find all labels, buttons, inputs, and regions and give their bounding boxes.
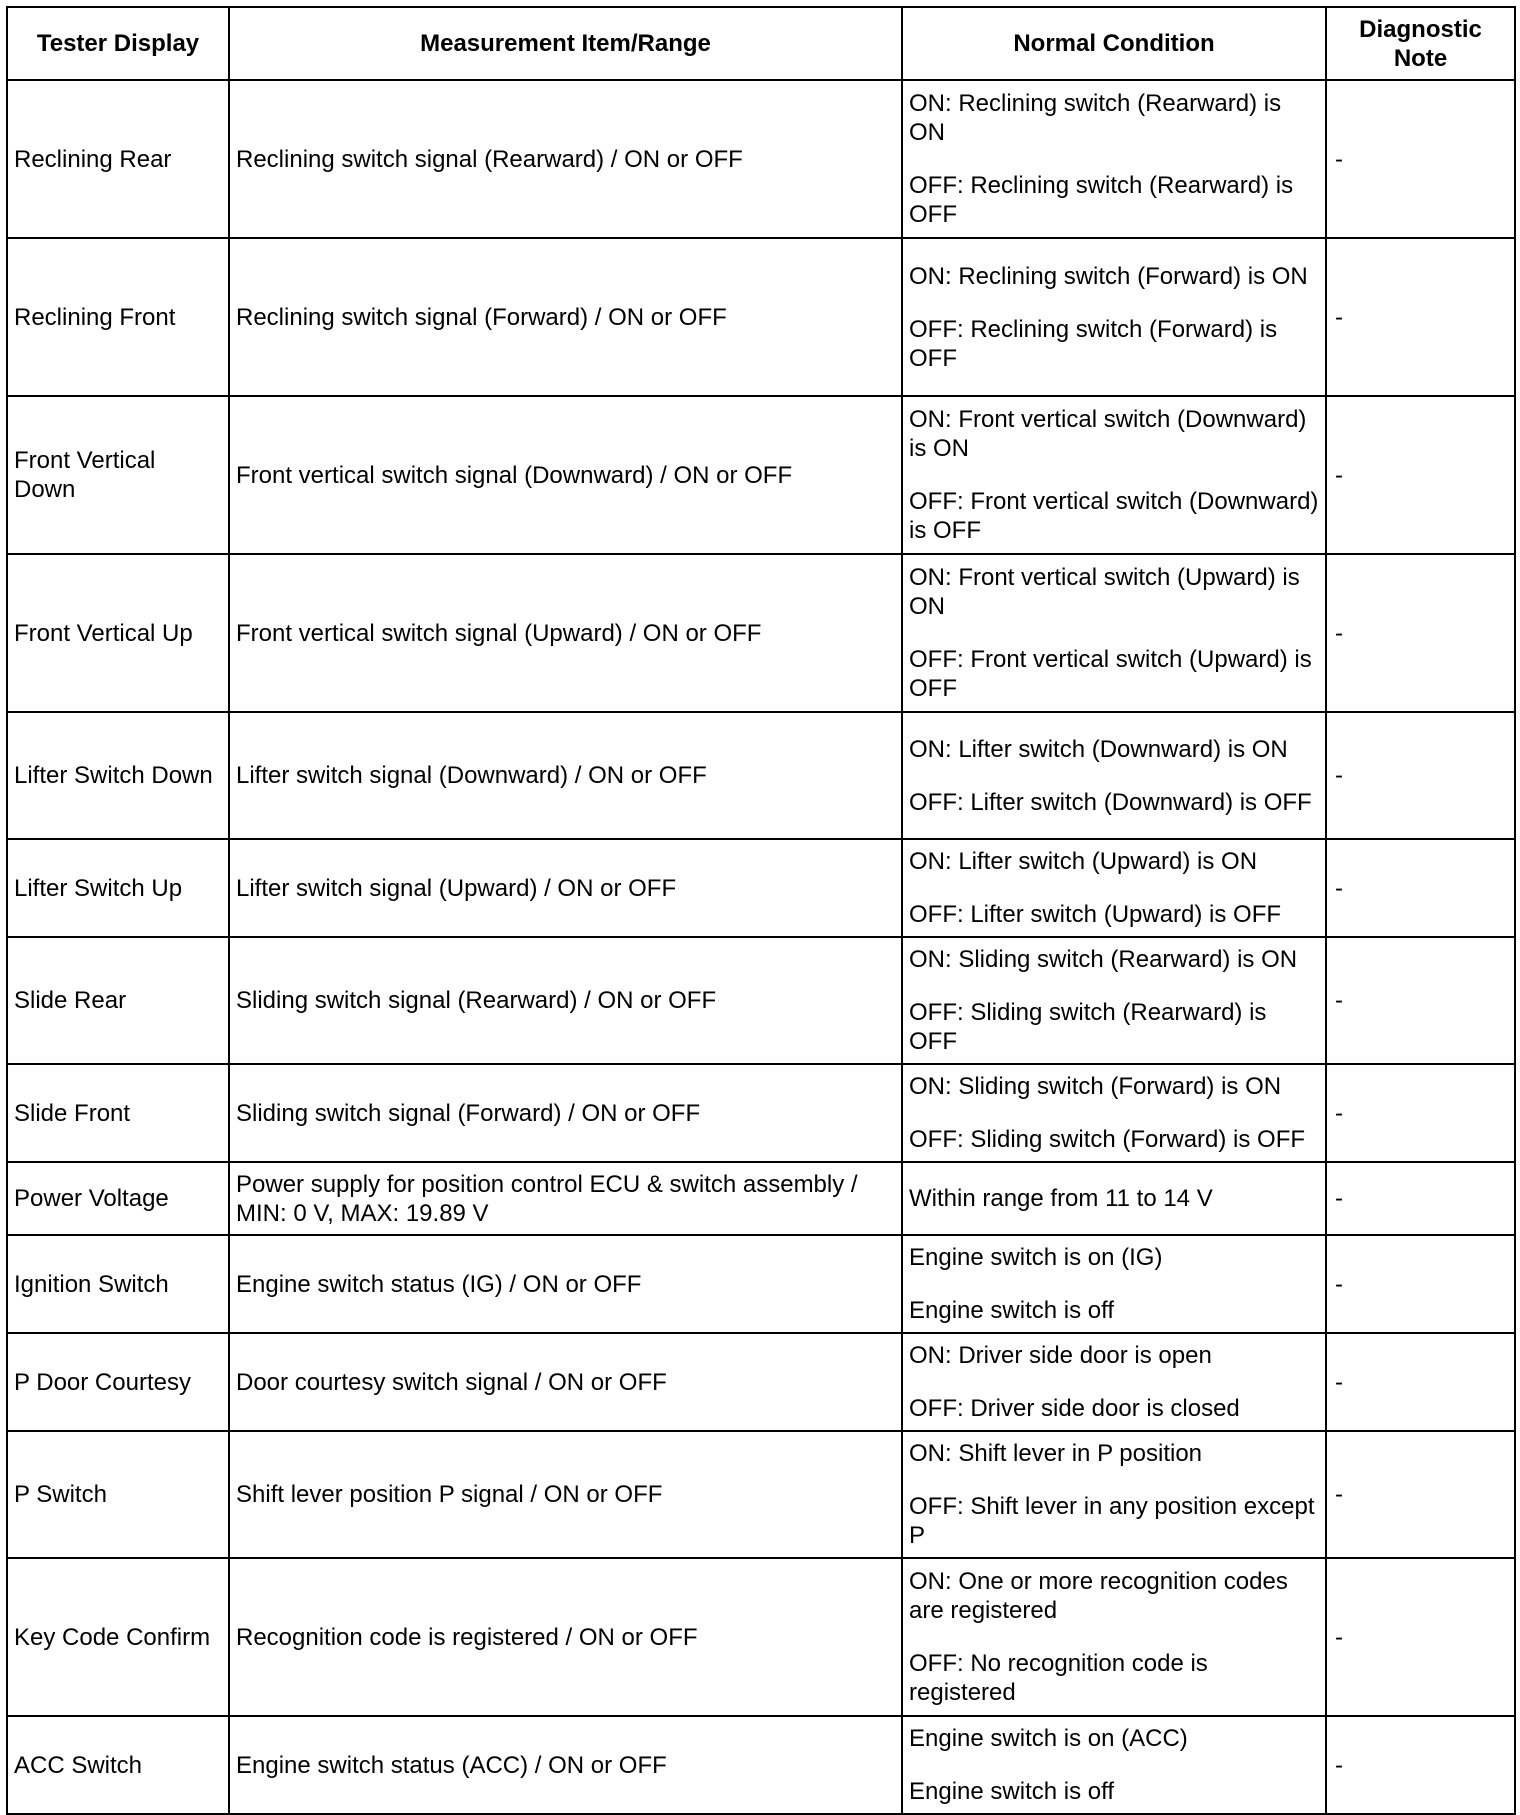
cell-normal-condition	[902, 396, 1326, 554]
condition-spacer	[909, 147, 1319, 171]
cell-tester-display: ACC Switch	[7, 1716, 229, 1814]
condition-spacer	[909, 974, 1319, 998]
cell-measurement: Front vertical switch signal (Downward) / ON or OFF	[229, 396, 902, 554]
condition-on-text: ON: Front vertical switch (Downward) is ON	[909, 406, 1307, 462]
condition-spacer	[909, 1272, 1319, 1296]
condition-on-text: Engine switch is on (IG)	[909, 1244, 1163, 1271]
condition-spacer	[909, 1753, 1319, 1777]
cell-normal-condition	[902, 1064, 1326, 1162]
cell-tester-display: Front Vertical Up	[7, 554, 229, 712]
cell-diagnostic-note: -	[1326, 238, 1515, 396]
cell-tester-display: Lifter Switch Up	[7, 839, 229, 937]
table-row	[7, 1235, 1515, 1333]
cell-normal-condition	[902, 80, 1326, 238]
condition-on-text: ON: Sliding switch (Forward) is ON	[909, 1073, 1282, 1100]
condition-spacer	[909, 621, 1319, 645]
cell-tester-display: Ignition Switch	[7, 1235, 229, 1333]
cell-measurement: Reclining switch signal (Rearward) / ON or OFF	[229, 80, 902, 238]
table-body	[7, 80, 1515, 1814]
condition-on-text: Engine switch is on (ACC)	[909, 1725, 1188, 1752]
condition-off-text: OFF: Sliding switch (Rearward) is OFF	[909, 999, 1267, 1055]
cell-measurement: Shift lever position P signal / ON or OFF	[229, 1431, 902, 1558]
condition-on-text: Within range from 11 to 14 V	[909, 1185, 1213, 1212]
cell-diagnostic-note: -	[1326, 937, 1515, 1064]
cell-normal-condition	[902, 1558, 1326, 1716]
cell-diagnostic-note: -	[1326, 712, 1515, 839]
cell-tester-display: P Door Courtesy	[7, 1333, 229, 1431]
condition-spacer	[909, 1370, 1319, 1394]
condition-off-text: OFF: No recognition code is registered	[909, 1650, 1208, 1706]
table-row	[7, 839, 1515, 937]
cell-tester-display: Reclining Rear	[7, 80, 229, 238]
cell-normal-condition	[902, 1716, 1326, 1814]
condition-spacer	[909, 1468, 1319, 1492]
header-normal-condition: Normal Condition	[902, 7, 1326, 80]
cell-normal-condition	[902, 1162, 1326, 1235]
condition-on-text: ON: Lifter switch (Upward) is ON	[909, 848, 1258, 875]
header-row	[7, 7, 1515, 80]
table-row	[7, 80, 1515, 238]
condition-off-text: OFF: Reclining switch (Rearward) is OFF	[909, 172, 1294, 228]
condition-off-text: OFF: Sliding switch (Forward) is OFF	[909, 1126, 1306, 1153]
cell-normal-condition	[902, 1431, 1326, 1558]
table-row	[7, 396, 1515, 554]
cell-diagnostic-note: -	[1326, 554, 1515, 712]
header-tester-display: Tester Display	[7, 7, 229, 80]
cell-diagnostic-note: -	[1326, 1431, 1515, 1558]
condition-spacer	[909, 1625, 1319, 1649]
cell-diagnostic-note: -	[1326, 1333, 1515, 1431]
cell-measurement: Door courtesy switch signal / ON or OFF	[229, 1333, 902, 1431]
cell-tester-display: Power Voltage	[7, 1162, 229, 1235]
condition-spacer	[909, 463, 1319, 487]
table-row	[7, 937, 1515, 1064]
condition-off-text: Engine switch is off	[909, 1778, 1114, 1805]
table-row	[7, 1558, 1515, 1716]
cell-measurement: Front vertical switch signal (Upward) / ON or OFF	[229, 554, 902, 712]
cell-diagnostic-note: -	[1326, 1064, 1515, 1162]
data-list-table	[6, 6, 1516, 1815]
cell-diagnostic-note: -	[1326, 1558, 1515, 1716]
header-diagnostic-note: Diagnostic Note	[1326, 7, 1515, 80]
cell-tester-display: Slide Front	[7, 1064, 229, 1162]
cell-normal-condition	[902, 839, 1326, 937]
table-row	[7, 554, 1515, 712]
condition-spacer	[909, 291, 1319, 315]
cell-tester-display: Reclining Front	[7, 238, 229, 396]
condition-on-text: ON: Driver side door is open	[909, 1342, 1212, 1369]
cell-diagnostic-note: -	[1326, 1235, 1515, 1333]
cell-diagnostic-note: -	[1326, 1716, 1515, 1814]
cell-measurement: Lifter switch signal (Downward) / ON or OFF	[229, 712, 902, 839]
condition-on-text: ON: Sliding switch (Rearward) is ON	[909, 946, 1298, 973]
condition-off-text: OFF: Front vertical switch (Downward) is OFF	[909, 488, 1319, 544]
cell-measurement: Sliding switch signal (Forward) / ON or OFF	[229, 1064, 902, 1162]
cell-measurement: Recognition code is registered / ON or OFF	[229, 1558, 902, 1716]
condition-off-text: OFF: Shift lever in any position except P	[909, 1493, 1315, 1549]
cell-measurement: Sliding switch signal (Rearward) / ON or OFF	[229, 937, 902, 1064]
table-row	[7, 1716, 1515, 1814]
condition-spacer	[909, 764, 1319, 788]
table-row	[7, 1333, 1515, 1431]
cell-normal-condition	[902, 937, 1326, 1064]
table-header	[7, 7, 1515, 80]
cell-tester-display: Lifter Switch Down	[7, 712, 229, 839]
condition-on-text: ON: One or more recognition codes are registered	[909, 1568, 1288, 1624]
table-row	[7, 1431, 1515, 1558]
cell-tester-display: Front Vertical Down	[7, 396, 229, 554]
table-row	[7, 238, 1515, 396]
cell-diagnostic-note: -	[1326, 1162, 1515, 1235]
condition-off-text: OFF: Lifter switch (Upward) is OFF	[909, 901, 1282, 928]
table-row	[7, 712, 1515, 839]
condition-on-text: ON: Reclining switch (Rearward) is ON	[909, 90, 1282, 146]
cell-normal-condition	[902, 712, 1326, 839]
cell-tester-display: P Switch	[7, 1431, 229, 1558]
cell-measurement: Engine switch status (ACC) / ON or OFF	[229, 1716, 902, 1814]
cell-measurement: Lifter switch signal (Upward) / ON or OFF	[229, 839, 902, 937]
cell-diagnostic-note: -	[1326, 80, 1515, 238]
cell-normal-condition	[902, 554, 1326, 712]
cell-normal-condition	[902, 1333, 1326, 1431]
condition-spacer	[909, 876, 1319, 900]
condition-off-text: OFF: Reclining switch (Forward) is OFF	[909, 315, 1278, 372]
condition-off-text: OFF: Front vertical switch (Upward) is OFF	[909, 646, 1312, 702]
condition-off-text: OFF: Driver side door is closed	[909, 1395, 1240, 1422]
cell-tester-display: Key Code Confirm	[7, 1558, 229, 1716]
header-measurement: Measurement Item/Range	[229, 7, 902, 80]
condition-off-text: Engine switch is off	[909, 1297, 1114, 1324]
condition-on-text: ON: Lifter switch (Downward) is ON	[909, 735, 1288, 763]
condition-on-text: ON: Front vertical switch (Upward) is ON	[909, 564, 1300, 620]
cell-measurement: Engine switch status (IG) / ON or OFF	[229, 1235, 902, 1333]
table-row	[7, 1064, 1515, 1162]
condition-on-text: ON: Shift lever in P position	[909, 1440, 1203, 1467]
table-row	[7, 1162, 1515, 1235]
cell-normal-condition	[902, 1235, 1326, 1333]
cell-measurement: Power supply for position control ECU & switch assembly / MIN: 0 V, MAX: 19.89 V	[229, 1162, 902, 1235]
cell-normal-condition	[902, 238, 1326, 396]
cell-diagnostic-note: -	[1326, 839, 1515, 937]
condition-on-text: ON: Reclining switch (Forward) is ON	[909, 262, 1308, 290]
cell-tester-display: Slide Rear	[7, 937, 229, 1064]
cell-measurement: Reclining switch signal (Forward) / ON or OFF	[229, 238, 902, 396]
cell-diagnostic-note: -	[1326, 396, 1515, 554]
condition-off-text: OFF: Lifter switch (Downward) is OFF	[909, 788, 1312, 816]
condition-spacer	[909, 1101, 1319, 1125]
document-page	[6, 6, 1514, 1806]
